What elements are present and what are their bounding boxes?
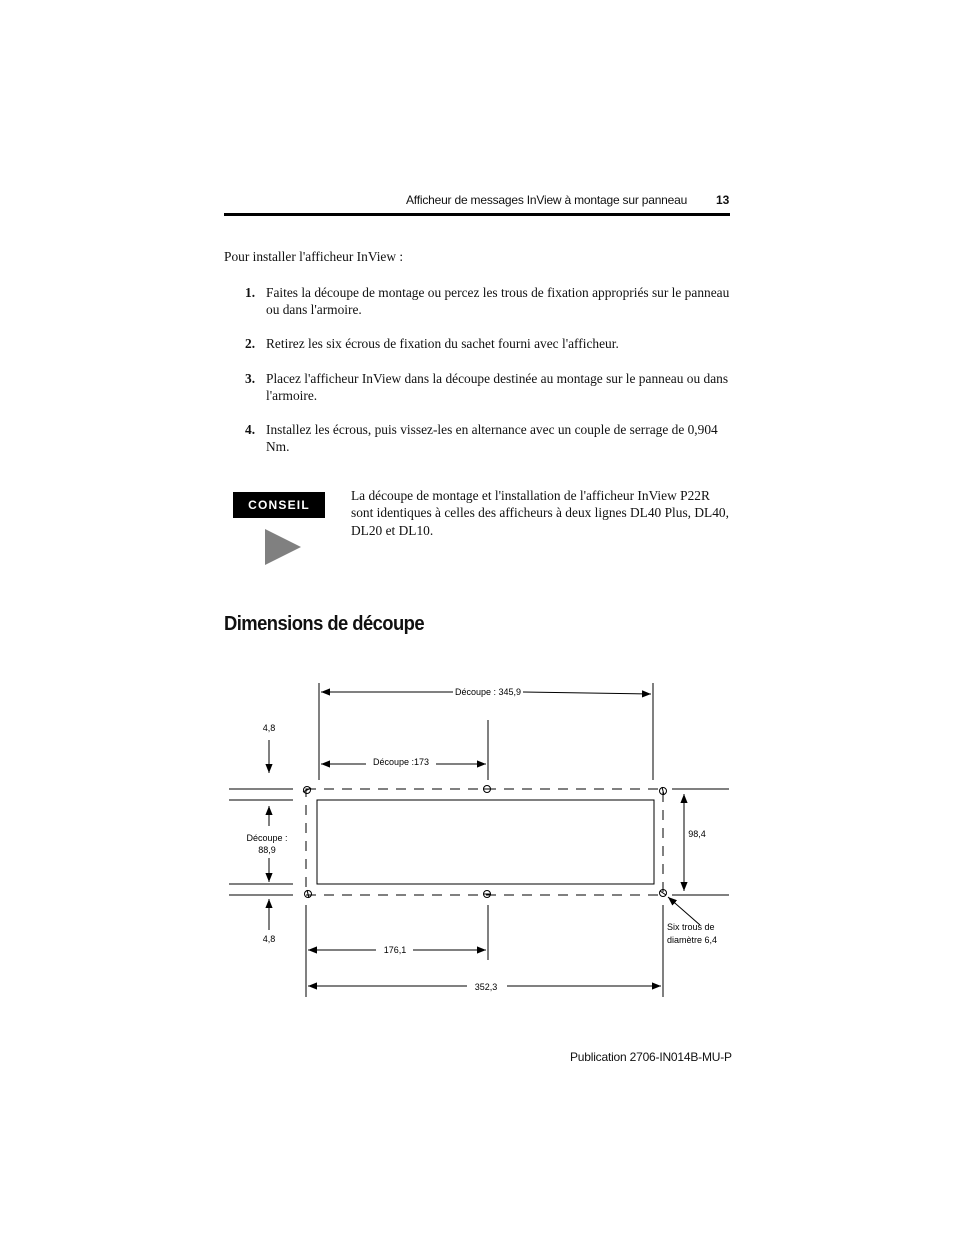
tip-text: La découpe de montage et l'installation de l'afficheur InView P22R sont identiques à celles des afficheurs à deux lignes DL40 Plus, DL40, DL20 et DL10. <box>351 488 729 538</box>
tip-label: CONSEIL <box>233 492 325 518</box>
step-text: Placez l'afficheur InView dans la découpe destinée au montage sur le panneau ou dans l'armoire. <box>266 371 729 403</box>
dimension-arrow <box>523 692 651 694</box>
step-text: Faites la découpe de montage ou percez les trous de fixation appropriés sur le panneau ou dans l'armoire. <box>266 285 730 317</box>
cutout-rectangle <box>317 800 654 884</box>
hole-icon <box>483 786 491 793</box>
hole-icon <box>305 890 312 898</box>
step-number: 1. <box>245 285 256 300</box>
top-margin-label: 4,8 <box>262 723 276 733</box>
cutout-half-label: Découpe :173 <box>372 757 430 767</box>
holes-diameter-label: diamètre 6,4 <box>667 935 718 945</box>
step-text: Installez les écrous, puis vissez-les en alternance avec un couple de serrage de 0,904 Nm. <box>266 422 718 454</box>
leader-arrow <box>668 897 700 925</box>
publication-number: Publication 2706-IN014B-MU-P <box>570 1050 732 1064</box>
hole-icon <box>303 787 311 794</box>
step-text: Retirez les six écrous de fixation du sachet fourni avec l'afficheur. <box>266 336 619 351</box>
holes-label: Six trous de <box>667 922 715 932</box>
hole-width-label: 352,3 <box>474 982 498 992</box>
step-number: 4. <box>245 422 256 437</box>
hole-height-label: 98,4 <box>688 829 706 839</box>
bottom-margin-label: 4,8 <box>262 934 276 944</box>
step-number: 2. <box>245 336 256 351</box>
intro-text: Pour installer l'afficheur InView : <box>224 249 404 264</box>
step-number: 3. <box>245 371 256 386</box>
hole-pattern-outline <box>306 789 663 895</box>
cutout-height-value: 88,9 <box>258 845 276 855</box>
cutout-width-label: Découpe : 345,9 <box>454 687 522 697</box>
hole-half-label: 176,1 <box>383 945 407 955</box>
hole-icon <box>483 891 491 898</box>
page-number: 13 <box>716 193 730 207</box>
running-header-title: Afficheur de messages InView à montage sur panneau <box>406 193 688 207</box>
cutout-height-label: Découpe : <box>246 833 288 843</box>
section-title: Dimensions de découpe <box>224 613 425 635</box>
